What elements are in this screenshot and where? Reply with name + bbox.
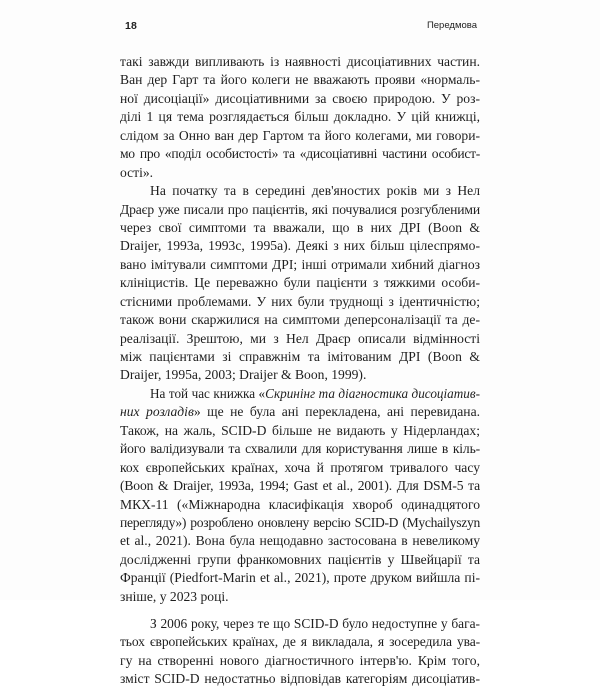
- text-line: клініцистів. Це переважно були пацієнти з тяжкими особи-: [120, 275, 480, 291]
- text-line: через свої симптоми та вважали, що в них ДРІ (Boon &: [120, 219, 480, 235]
- text-line: них розладів» ще не була ані перекладена, ані перевидана.: [120, 404, 481, 420]
- text-line: також вони скаржилися на симптоми деперсоналізації та де-: [120, 312, 480, 328]
- text-line: реалізації. Зрештою, ми з Нел Драєр описали відмінності: [120, 330, 480, 346]
- text-line: Draijer, 1995a, 2003; Draijer & Boon, 1999).: [120, 367, 367, 383]
- body-text: [120, 53, 480, 688]
- text-line: гу на створенні нового діагностичного інтерв'ю. Крім того,: [120, 652, 480, 668]
- text-line: ної дисоціації» дисоціативними за своєю природою. У роз-: [120, 90, 480, 106]
- text-line: et al., 2021). Вона була нещодавно застосована в невеликому: [120, 533, 480, 549]
- text-line: стісними проблемами. У них були труднощі з ідентичністю;: [120, 293, 480, 309]
- text-line: зніше, у 2023 році.: [120, 588, 229, 604]
- text-line: тьох європейських країнах, де я викладала, я зосередила ува-: [120, 634, 480, 650]
- text-line: З 2006 року, через те що SCID-D було недоступне у бага-: [150, 615, 480, 631]
- text-line: На початку та в середині дев'яностих років ми з Нел: [150, 183, 480, 199]
- page-header: [125, 20, 477, 36]
- page-number: 18: [125, 20, 138, 32]
- text-line: кох європейських країнах, хоча й протягом тривалого часу: [120, 459, 480, 475]
- text-line: його валідизували та схвалили для користування лише в кіль-: [120, 441, 480, 457]
- text-line: дослідженні групи франкомовних пацієнтів у Швейцарії та: [120, 551, 480, 567]
- text-line: перегляду») розроблено оновлену версію SCID-D (Mychailyszyn: [120, 514, 480, 530]
- text-line: МКХ-11 («Міжнародна класифікація хвороб одинадцятого: [120, 496, 480, 512]
- text-line: (Boon & Draijer, 1993a, 1994; Gast et al., 2001). Для DSM-5 та: [120, 478, 480, 494]
- text-line: На той час книжка «Скринінг та діагностика дисоціатив-: [150, 385, 480, 401]
- text-line: Франції (Piedfort-Marin et al., 2021), проте друком вийшла пі-: [120, 570, 480, 586]
- text-line: Драєр уже писали про пацієнтів, які почувалися розгубленими: [120, 201, 480, 217]
- text-line: вано імітували симптоми ДРІ; інші отримали хибний діагноз: [120, 256, 480, 272]
- text-line: ості».: [120, 164, 154, 180]
- running-head: Передмова: [426, 20, 477, 31]
- text-line: Draijer, 1993a, 1993c, 1995a). Деякі з них більш цілеспрямо-: [120, 238, 480, 254]
- text-line: мо про «поділ особистості» та «дисоціативні частини особист-: [120, 146, 480, 162]
- text-line: зміст SCID-D недостатньо відповідав категоріям дисоціатив-: [120, 670, 480, 686]
- text-line: слідом за Онно ван дер Гартом та його колегами, ми говори-: [120, 127, 480, 143]
- text-line: Ван дер Гарт та його колеги не вважають прояви «нормаль-: [120, 72, 480, 88]
- text-line: ділі 1 ця тема розглядається більш докладно. У цій книжці,: [120, 109, 480, 125]
- text-line: такі завжди випливають із наявності дисоціативних частин.: [120, 54, 480, 69]
- text-line: між пацієнтами зі справжнім та імітованим ДРІ (Boon &: [120, 349, 480, 364]
- text-line: Також, на жаль, SCID-D більше не видають у Нідерландах;: [120, 422, 480, 438]
